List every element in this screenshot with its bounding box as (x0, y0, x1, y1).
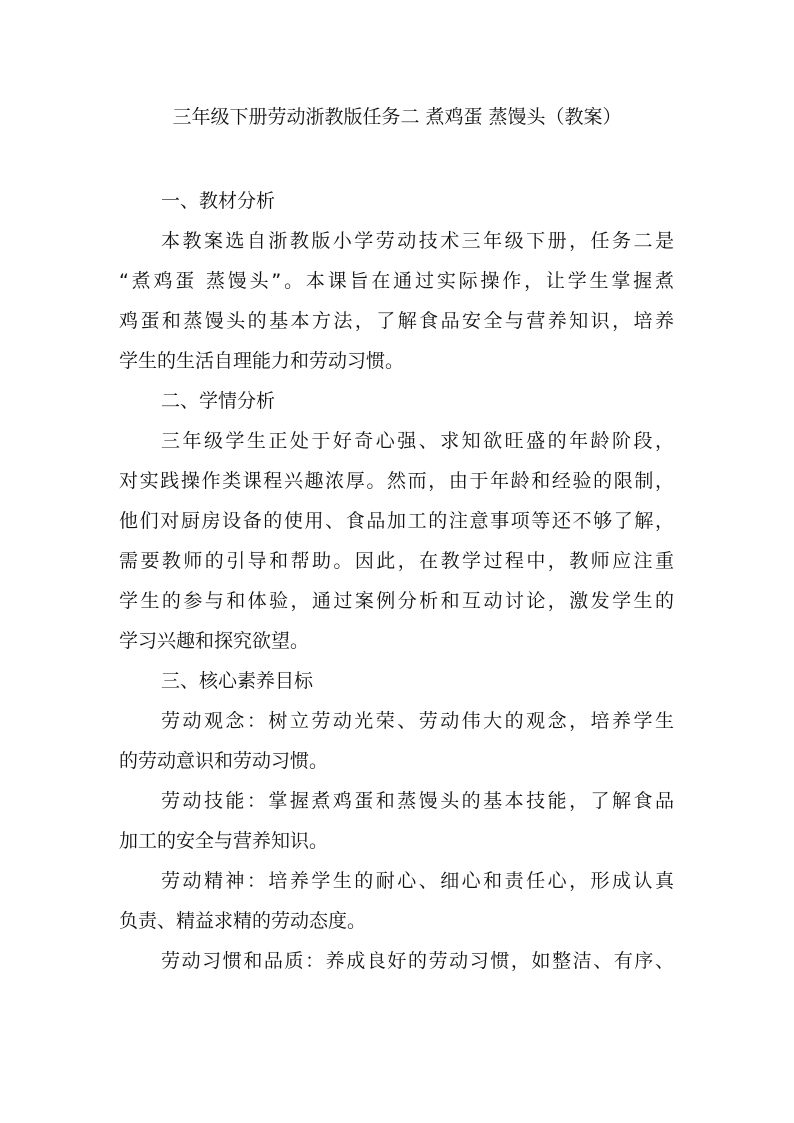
paragraph-line: 他们对厨房设备的使用、食品加工的注意事项等还不够了解， (119, 510, 674, 532)
paragraph-line: 劳动观念：树立劳动光荣、劳动伟大的观念，培养学生 (161, 710, 674, 732)
paragraph-line: “煮鸡蛋 蒸馒头”。本课旨在通过实际操作，让学生掌握煮 (119, 270, 674, 292)
paragraph-line: 鸡蛋和蒸馒头的基本方法，了解食品安全与营养知识，培养 (119, 310, 674, 332)
paragraph-line: 负责、精益求精的劳动态度。 (119, 910, 367, 932)
paragraph-line: 劳动技能：掌握煮鸡蛋和蒸馒头的基本技能，了解食品 (161, 790, 674, 812)
paragraph-line: 学生的生活自理能力和劳动习惯。 (119, 350, 405, 372)
paragraph-line: 需要教师的引导和帮助。因此，在教学过程中，教师应注重 (119, 550, 674, 572)
paragraph-line: 劳动精神：培养学生的耐心、细心和责任心，形成认真 (161, 870, 674, 892)
document-title: 三年级下册劳动浙教版任务二 煮鸡蛋 蒸馒头（教案） (172, 106, 622, 128)
paragraph-line: 学生的参与和体验，通过案例分析和互动讨论，激发学生的 (119, 590, 674, 612)
paragraph-line: 本教案选自浙教版小学劳动技术三年级下册，任务二是 (161, 230, 674, 252)
paragraph-line: 三年级学生正处于好奇心强、求知欲旺盛的年龄阶段， (161, 430, 674, 452)
document-body (119, 181, 674, 981)
paragraph-line: 的劳动意识和劳动习惯。 (119, 750, 329, 772)
section-heading-learner-analysis: 二、学情分析 (161, 390, 276, 412)
paragraph-line: 学习兴趣和探究欲望。 (119, 630, 310, 652)
paragraph-line: 对实践操作类课程兴趣浓厚。然而，由于年龄和经验的限制， (119, 470, 674, 492)
section-heading-textbook-analysis: 一、教材分析 (161, 190, 276, 212)
paragraph-line: 劳动习惯和品质：养成良好的劳动习惯，如整洁、有序、 (161, 950, 674, 972)
section-heading-core-literacy-goals: 三、核心素养目标 (161, 670, 314, 692)
paragraph-line: 加工的安全与营养知识。 (119, 830, 329, 852)
